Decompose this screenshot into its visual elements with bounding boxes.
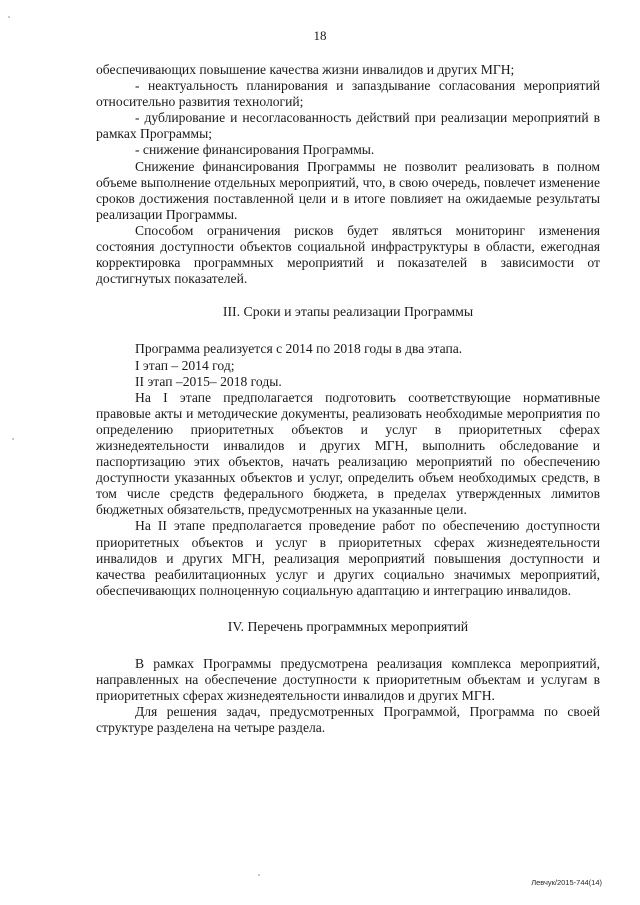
paragraph: В рамках Программы предусмотрена реализация комплекса мероприятий, направленных на обеспечение доступности к приоритетным объектам и услугам в приоритетных сферах жизнедеятельности инвалидов и других МГН. xyxy=(96,656,600,704)
list-item: - неактуальность планирования и запаздывание согласования мероприятий относительно развития технологий; xyxy=(96,78,600,110)
paragraph: I этап – 2014 год; xyxy=(135,357,235,373)
page-number: 18 xyxy=(313,28,327,43)
scan-speck xyxy=(8,16,10,18)
footer-stamp: Левчук/2015-744(14) xyxy=(531,878,602,887)
scan-speck xyxy=(258,874,260,876)
list-item: - дублирование и несогласованность действий при реализации мероприятий в рамках Программы; xyxy=(96,110,600,142)
paragraph: Программа реализуется с 2014 по 2018 годы в два этапа. xyxy=(135,341,463,357)
paragraph: обеспечивающих повышение качества жизни инвалидов и других МГН; xyxy=(96,62,515,77)
paragraph: II этап –2015– 2018 годы. xyxy=(135,373,282,389)
paragraph: На I этапе предполагается подготовить соответствующие нормативные правовые акты и методические документы, реализовать необходимые мероприятия по определению приоритетных объектов и услуг в приоритетных сферах жизнедеятельности инвалидов и других МГН, выполнить обследование и паспортизацию этих объектов, начать реализацию мероприятий по обеспечению доступности указанных объектов и услуг, определить объем необходимых средств, в том числе средств федерального бюджета, в пределах утвержденных лимитов бюджетных обязательств, предусмотренных на указанные цели. xyxy=(96,389,600,518)
list-item: - снижение финансирования Программы. xyxy=(135,142,375,158)
paragraph: Для решения задач, предусмотренных Программой, Программа по своей структуре разделена на четыре раздела. xyxy=(96,704,600,736)
paragraph: На II этапе предполагается проведение работ по обеспечению доступности приоритетных объектов и услуг в приоритетных сферах жизнедеятельности инвалидов и других МГН, реализация мероприятий повышения доступности и качества реабилитационных услуг и других социально значимых мероприятий, обеспечивающих полноценную социальную адаптацию и интеграцию инвалидов. xyxy=(96,518,600,598)
section-heading: III. Сроки и этапы реализации Программы xyxy=(222,304,474,320)
section-heading: IV. Перечень программных мероприятий xyxy=(227,618,469,634)
paragraph: Снижение финансирования Программы не позволит реализовать в полном объеме выполнение отдельных мероприятий, что, в свою очередь, повлечет изменение сроков достижения поставленной цели и в итоге повлияет на ожидаемые результаты реализации Программы. xyxy=(96,158,600,222)
document-body xyxy=(96,62,600,736)
paragraph: Способом ограничения рисков будет являться мониторинг изменения состояния доступности объектов социальной инфраструктуры в области, ежегодная корректировка программных мероприятий и показателей в зависимости от достигнутых показателей. xyxy=(96,222,600,287)
scan-speck xyxy=(12,438,14,440)
